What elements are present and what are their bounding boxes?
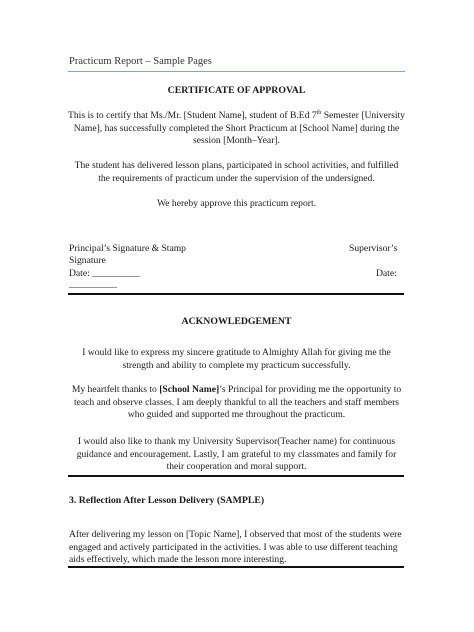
certificate-p1-text-b: Semester [University Name], has successfully completed the Short Practicum at [School Name] during the session [Month–Year]. bbox=[73, 110, 405, 147]
date-underline: __________ bbox=[69, 279, 117, 290]
acknowledgement-paragraph-2 bbox=[68, 384, 405, 422]
section-divider-2 bbox=[68, 475, 404, 477]
principal-date-field: Date: __________ bbox=[69, 268, 141, 279]
supervisor-signature-label: Supervisor’s bbox=[349, 243, 398, 254]
document-header: Practicum Report – Sample Pages bbox=[69, 56, 212, 67]
header-divider bbox=[68, 71, 405, 72]
section-divider-3 bbox=[68, 566, 404, 568]
section-divider-1 bbox=[68, 293, 404, 295]
certificate-p1-superscript: th bbox=[316, 109, 322, 116]
certificate-paragraph-1 bbox=[68, 110, 405, 148]
reflection-paragraph-1: After delivering my lesson on [Topic Name], I observed that most of the students were engaged and actively participated in the activities. I was able to use different teaching aids effectively, which made the lesson more interesting. bbox=[69, 529, 402, 566]
principal-signature-label: Principal’s Signature & Stamp bbox=[69, 243, 186, 254]
signature-label-continued: Signature bbox=[69, 255, 106, 266]
acknowledgement-heading: ACKNOWLEDGEMENT bbox=[181, 316, 292, 327]
acknowledgement-p2-text-a: My heartfelt thanks to bbox=[71, 384, 160, 395]
school-name-bold: [School Name] bbox=[159, 384, 220, 395]
reflection-heading: 3. Reflection After Lesson Delivery (SAMPLE) bbox=[69, 495, 265, 506]
acknowledgement-paragraph-1: I would like to express my sincere gratitude to Almighty Allah for giving me the strength and ability to complete my practicum successfully. bbox=[82, 347, 391, 371]
certificate-paragraph-3: We hereby approve this practicum report. bbox=[156, 198, 317, 209]
certificate-p1-text-a: This is to certify that Ms./Mr. [Student Name], student of B.Ed 7 bbox=[68, 110, 317, 121]
acknowledgement-paragraph-3: I would also like to thank my University Supervisor(Teacher name) for continuous guidance and encouragement. Lastly, I am grateful to my classmates and family for their cooperation and moral support. bbox=[76, 436, 397, 473]
certificate-paragraph-2: The student has delivered lesson plans, participated in school activities, and fulfilled the requirements of practicum under the supervision of the undersigned. bbox=[74, 160, 399, 184]
supervisor-date-field: Date: bbox=[376, 268, 397, 279]
acknowledgement-p2-text-b: ’s Principal for providing me the opportunity to teach and observe classes. I am deeply thankful to all the teachers and staff members who guided and supported me throughout the practicum. bbox=[73, 384, 402, 421]
certificate-heading: CERTIFICATE OF APPROVAL bbox=[167, 85, 306, 96]
